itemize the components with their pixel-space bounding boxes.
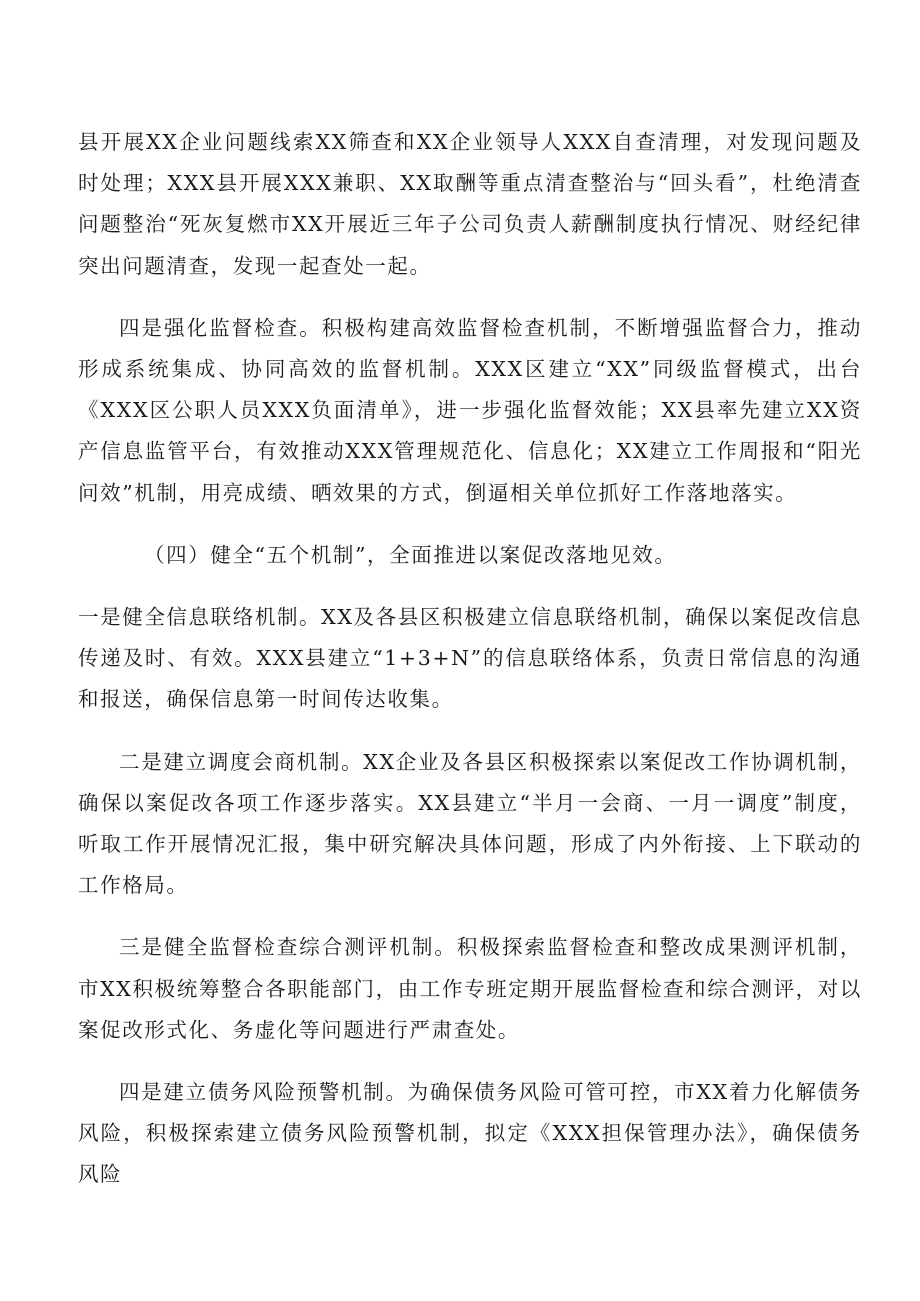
paragraph-strengthen-supervision: 四是强化监督检查。积极构建高效监督检查机制，不断增强监督合力，推动形成系统集成、协同高效的监督机制。XXX区建立“XX”同级监督模式，出台《XXX区公职人员XXX负面清单》，进一步强化监督效能；XX县率先建立XX资产信息监管平台，有效推动XXX管理规范化、信息化；XX建立工作周报和“阳光问效”机制，用亮成绩、晒效果的方式，倒逼相关单位抓好工作落地落实。 — [78, 315, 862, 505]
paragraph-debt-risk-warning: 四是建立债务风险预警机制。为确保债务风险可管可控，市XX着力化解债务风险，积极探索建立债务风险预警机制，拟定《XXX担保管理办法》，确保债务风险 — [78, 1080, 862, 1187]
paragraph-supervision-evaluation: 三是健全监督检查综合测评机制。积极探索监督检查和整改成果测评机制，市XX积极统筹整合各职能部门，由工作专班定期开展监督检查和综合测评，对以案促改形式化、务虚化等问题进行严肃查处。 — [78, 935, 862, 1042]
paragraph-dispatch-consultation: 二是建立调度会商机制。XX企业及各县区积极探索以案促改工作协调机制，确保以案促改各项工作逐步落实。XX县建立“半月一会商、一月一调度”制度，听取工作开展情况汇报，集中研究解决具体问题，形成了内外衔接、上下联动的工作格局。 — [78, 749, 862, 898]
paragraph-continuation: 县开展XX企业问题线索XX筛查和XX企业领导人XXX自查清理，对发现问题及时处理；XXX县开展XXX兼职、XX取酬等重点清查整治与“回头看”，杜绝清查问题整治“死灰复燃市XX开展近三年子公司负责人薪酬制度执行情况、财经纪律突出问题清查，发现一起查处一起。 — [78, 130, 862, 278]
section-heading-five-mechanisms: （四）健全“五个机制”，全面推进以案促改落地见效。 — [144, 542, 677, 567]
paragraph-information-liaison: 一是健全信息联络机制。XX及各县区积极建立信息联络机制，确保以案促改信息传递及时、有效。XXX县建立“1+3+N”的信息联络体系，负责日常信息的沟通和报送，确保信息第一时间传达收集。 — [78, 605, 862, 712]
document-body — [78, 122, 862, 1217]
